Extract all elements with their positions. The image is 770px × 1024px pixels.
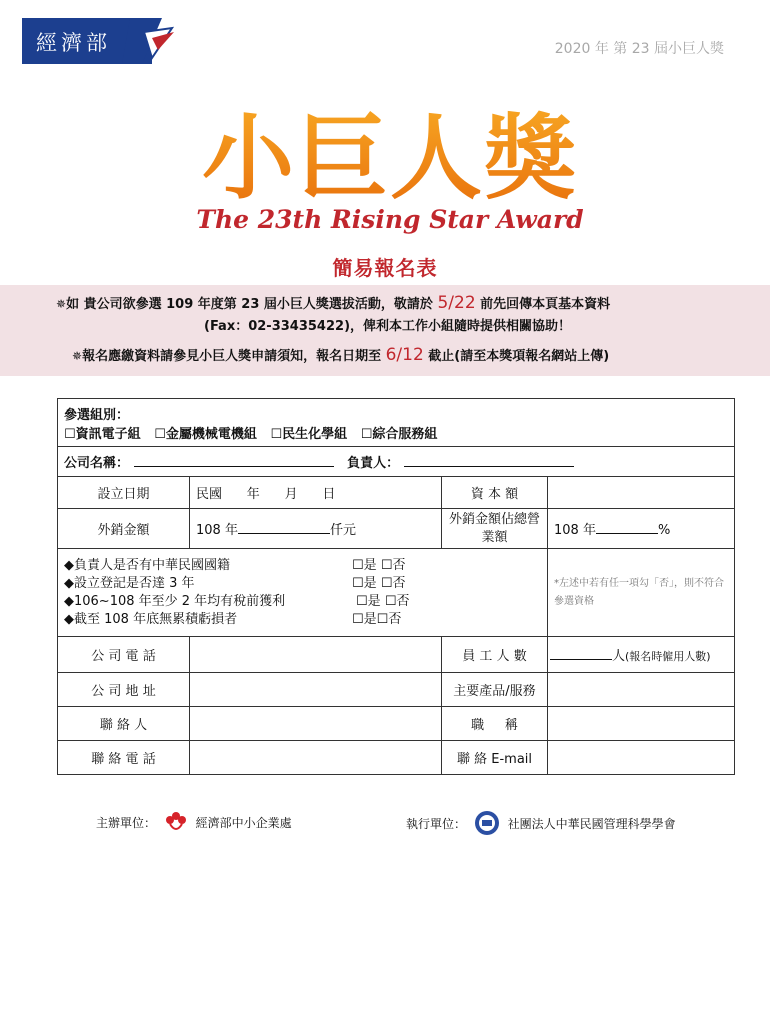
contact-field[interactable] <box>190 707 442 741</box>
deadline-date-2: 6/12 <box>385 345 424 365</box>
executor-name: 社團法人中華民國管理科學學會 <box>507 817 676 831</box>
notice-box <box>0 285 770 376</box>
contact-phone-label: 聯 絡 電 話 <box>58 741 190 775</box>
executor-label: 執行單位： <box>406 817 467 831</box>
society-seal-icon <box>474 810 500 839</box>
email-field[interactable] <box>548 741 735 775</box>
star-icon: ✵ <box>72 349 83 363</box>
notice-line-2: (Fax：02-33435422)，俾利本工作小組隨時提供相關協助！ <box>204 319 572 334</box>
contact-phone-field[interactable] <box>190 741 442 775</box>
product-field[interactable] <box>548 673 735 707</box>
export-label: 外銷金額 <box>58 509 190 549</box>
product-label: 主要產品/服務 <box>442 673 548 707</box>
no-checkbox[interactable]: ☐否 <box>384 593 410 609</box>
category-row <box>58 399 735 447</box>
yes-checkbox[interactable]: ☐是 <box>352 575 377 591</box>
company-name-field[interactable] <box>134 454 334 467</box>
yes-checkbox[interactable]: ☐是 <box>356 593 381 609</box>
export-ratio-field[interactable]: 108 年 % <box>548 509 735 549</box>
category-option[interactable]: ☐資訊電子組 <box>64 426 141 442</box>
executor <box>406 810 676 839</box>
category-options <box>64 423 728 442</box>
company-label: 公司名稱： <box>64 456 130 471</box>
award-title-text: 小巨人獎 <box>201 104 579 212</box>
yes-checkbox[interactable]: ☐是 <box>352 557 377 573</box>
no-checkbox[interactable]: ☐否 <box>376 611 402 627</box>
organizer <box>96 810 292 837</box>
award-subtitle-text: The 23th Rising Star Award <box>196 205 584 234</box>
est-date-label: 設立日期 <box>58 477 190 509</box>
yes-checkbox[interactable]: ☐是 <box>352 611 377 627</box>
no-checkbox[interactable]: ☐否 <box>380 557 406 573</box>
owner-label: 負責人： <box>347 456 400 471</box>
qualification-checks <box>58 549 548 637</box>
staff-label: 員 工 人 數 <box>442 637 548 673</box>
year-line: 2020 年 第 23 屆小巨人獎 <box>554 41 724 57</box>
category-label: 參選組別： <box>64 407 130 423</box>
staff-field[interactable]: 人(報名時僱用人數) <box>548 637 735 673</box>
job-title-field[interactable] <box>548 707 735 741</box>
export-field[interactable]: 108 年 仟元 <box>190 509 442 549</box>
phone-label: 公 司 電 話 <box>58 637 190 673</box>
address-label: 公 司 地 址 <box>58 673 190 707</box>
capital-field[interactable] <box>548 477 735 509</box>
logo-text: 經濟部 <box>36 31 111 55</box>
organizer-label: 主辦單位： <box>96 816 157 830</box>
star-icon: ✵ <box>56 297 67 311</box>
category-option[interactable]: ☐金屬機械電機組 <box>154 426 257 442</box>
sme-flower-icon <box>164 810 188 837</box>
organizer-name: 經濟部中小企業處 <box>195 816 292 830</box>
job-title-label: 職 稱 <box>442 707 548 741</box>
email-label: 聯 絡 E-mail <box>442 741 548 775</box>
registration-form <box>57 398 735 775</box>
form-title: 簡易報名表 <box>332 256 438 280</box>
contact-label: 聯 絡 人 <box>58 707 190 741</box>
notice-line-1: ✵如 貴公司欲參選 109 年度第 23 屆小巨人獎選拔活動，敬請於 5/22 前先回傳本頁基本資料 <box>56 293 611 313</box>
capital-label: 資 本 額 <box>442 477 548 509</box>
check-note: *左述中若有任一項勾「否」，則不符合參選資格 <box>548 549 735 637</box>
check-row: ◆106~108 年至少 2 年均有稅前獲利 ☐是 ☐否 <box>64 593 410 609</box>
check-row: ◆負責人是否有中華民國國籍 ☐是 ☐否 <box>64 557 406 573</box>
category-option[interactable]: ☐民生化學組 <box>270 426 348 442</box>
moea-emblem-icon <box>122 18 182 64</box>
phone-field[interactable] <box>190 637 442 673</box>
moea-logo <box>22 18 174 64</box>
notice-line-3: ✵報名應繳資料請參見小巨人獎申請須知，報名日期至 6/12 截止(請至本獎項報名網站上傳) <box>72 345 610 365</box>
owner-field[interactable] <box>404 454 574 467</box>
company-row <box>58 447 735 477</box>
export-ratio-label: 外銷金額佔總營業額 <box>442 509 548 549</box>
no-checkbox[interactable]: ☐否 <box>380 575 406 591</box>
category-option[interactable]: ☐綜合服務組 <box>360 426 438 442</box>
check-row: ◆截至 108 年底無累積虧損者 ☐是☐否 <box>64 611 402 627</box>
award-logo-title <box>190 95 590 215</box>
deadline-date-1: 5/22 <box>437 293 476 313</box>
award-subtitle <box>190 200 590 240</box>
address-field[interactable] <box>190 673 442 707</box>
est-date-field[interactable]: 民國 年 月 日 <box>190 477 442 509</box>
check-row: ◆設立登記是否達 3 年 ☐是 ☐否 <box>64 575 406 591</box>
